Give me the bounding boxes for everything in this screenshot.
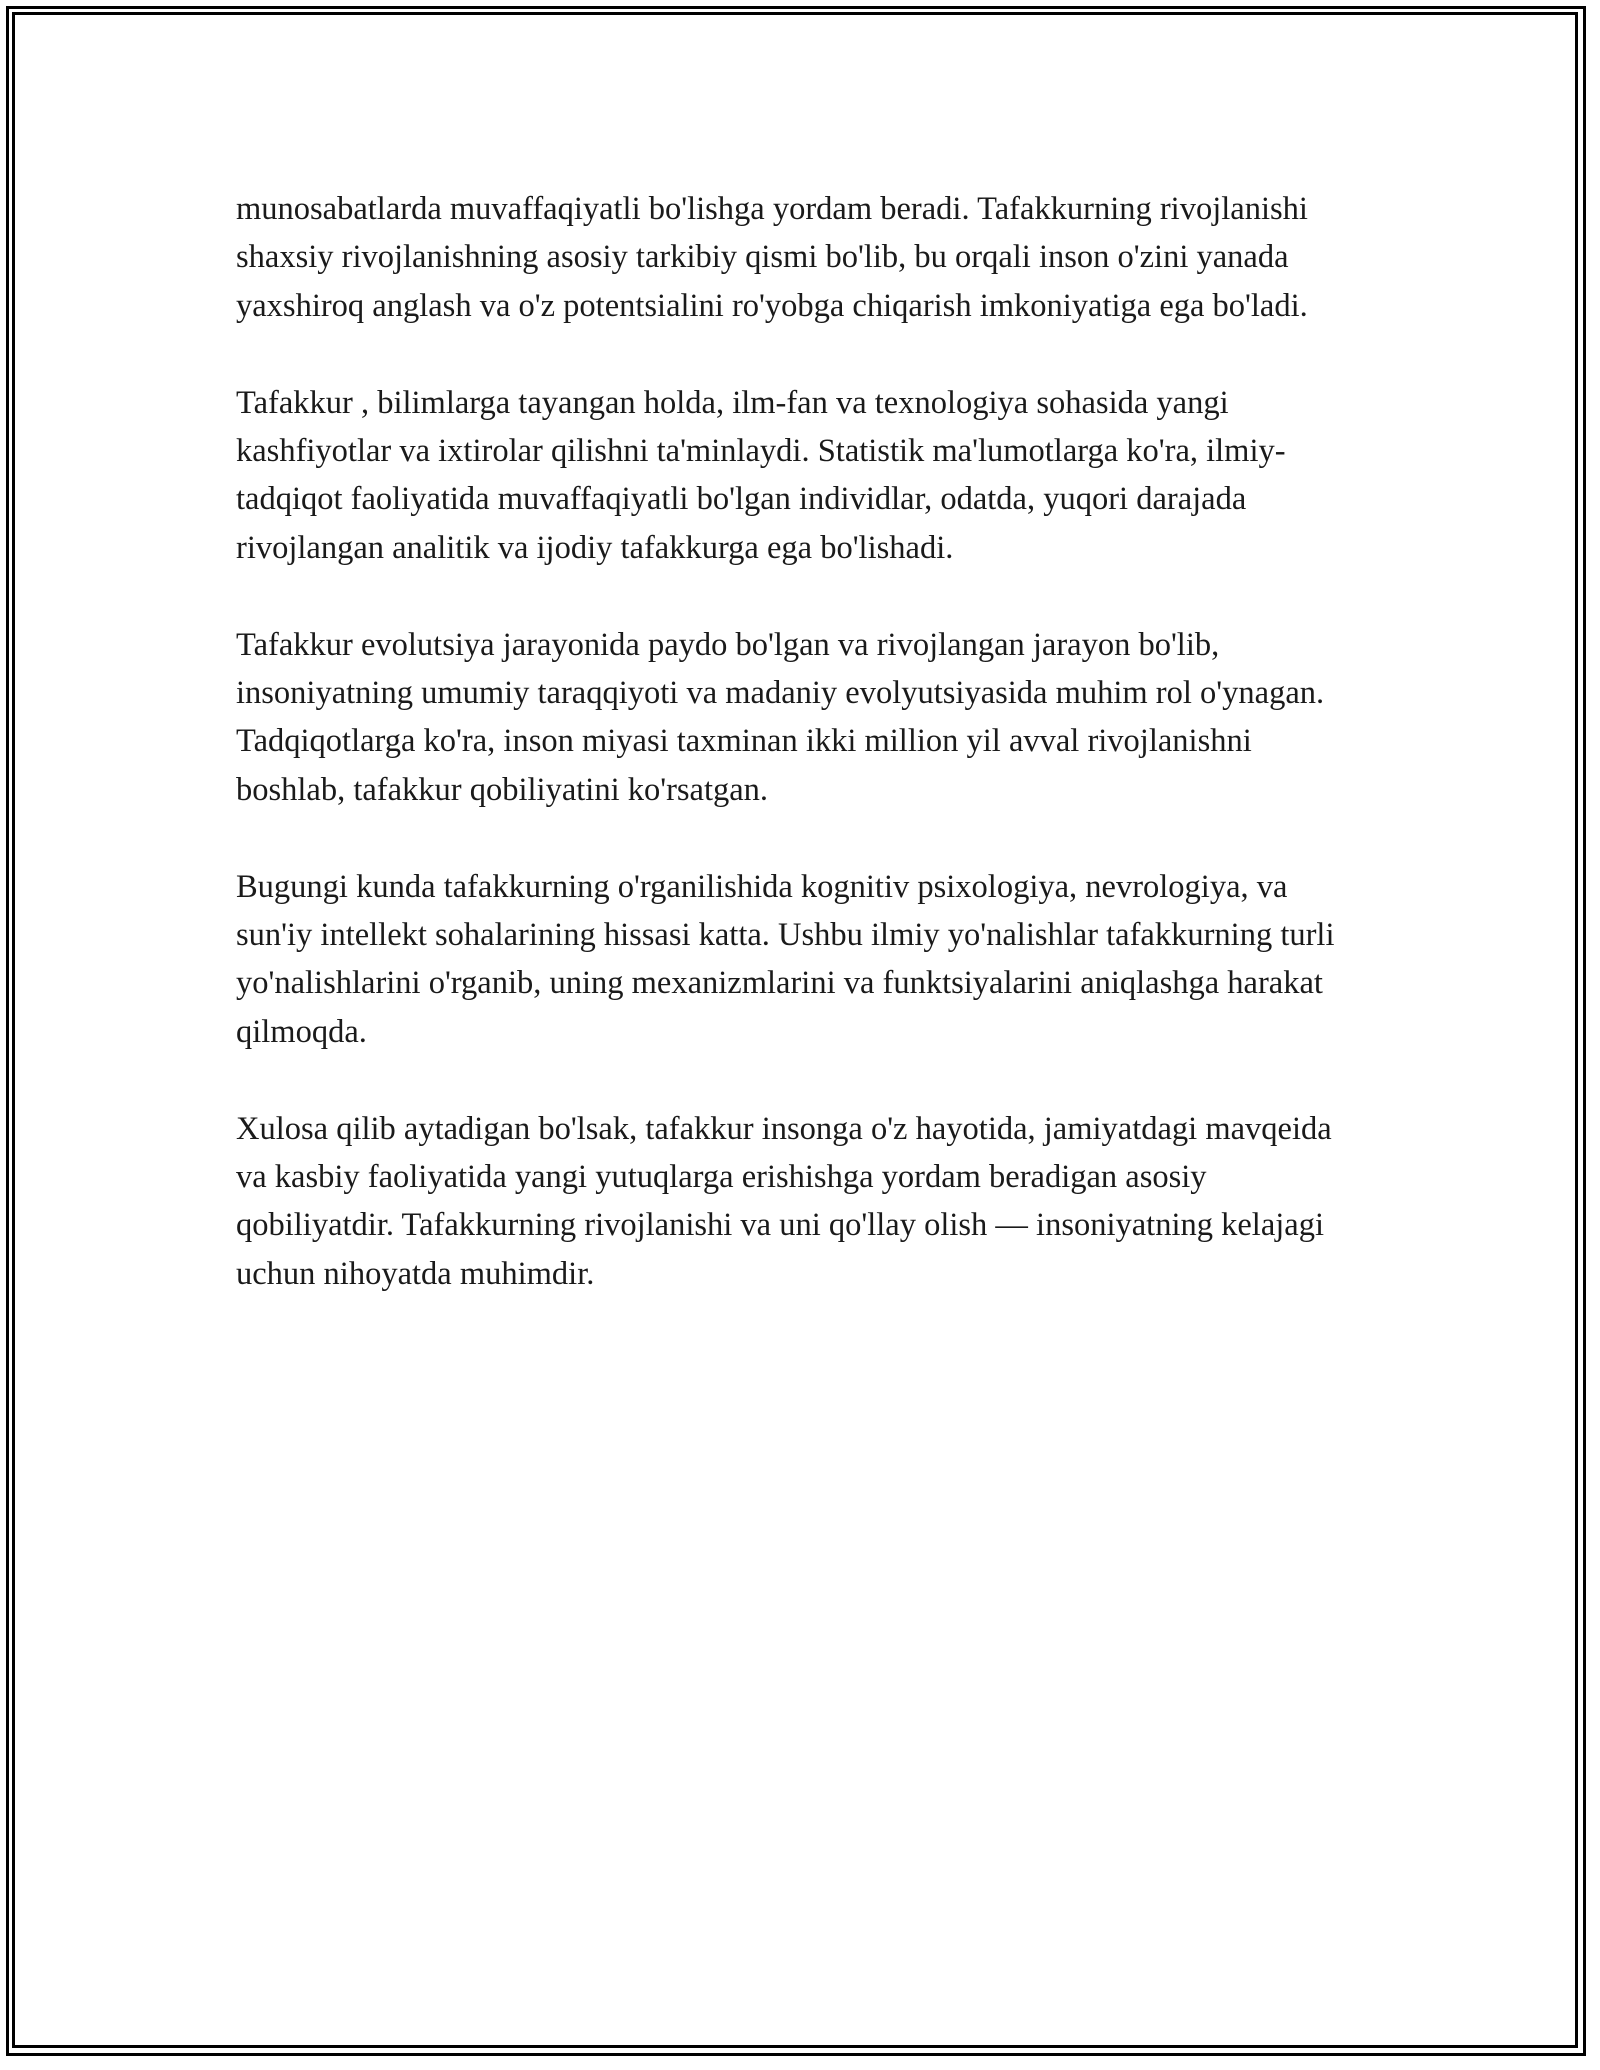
paragraph-5: Xulosa qilib aytadigan bo'lsak, tafakkur insonga o'z hayotida, jamiyatdagi mavqeida va kasbiy faoliyatida yangi yutuqlarga erishishga yordam beradigan asosiy qobiliyatdir. Tafakkurning rivojlanishi va uni qo'llay olish — insoniyatning kelajagi uchun nihoyatda muhimdir. xyxy=(236,1110,1332,1292)
paragraph-1: munosabatlarda muvaffaqiyatli bo'lishga yordam beradi. Tafakkurning rivojlanishi shaxsiy rivojlanishning asosiy tarkibiy qismi bo'lib, bu orqali inson o'zini yanada yaxshiroq anglash va o'z potentsialini ro'yobga chiqarish imkoniyatiga ega bo'ladi. xyxy=(236,191,1308,324)
document-body xyxy=(236,185,1366,1347)
paragraph-2: Tafakkur , bilimlarga tayangan holda, ilm-fan va texnologiya sohasida yangi kashfiyotlar va ixtirolar qilishni ta'minlaydi. Statistik ma'lumotlarga ko'ra, ilmiy-tadqiqot faoliyatida muvaffaqiyatli bo'lgan individlar, odatda, yuqori darajada rivojlangan analitik va ijodiy tafakkurga ega bo'lishadi. xyxy=(236,384,1286,566)
paragraph-4: Bugungi kunda tafakkurning o'rganilishida kognitiv psixologiya, nevrologiya, va sun'iy intellekt sohalarining hissasi katta. Ushbu ilmiy yo'nalishlar tafakkurning turli yo'nalishlarini o'rganib, uning mexanizmlarini va funktsiyalarini aniqlashga harakat qilmoqda. xyxy=(236,868,1335,1050)
paragraph-3: Tafakkur evolutsiya jarayonida paydo bo'lgan va rivojlangan jarayon bo'lib, insoniyatning umumiy taraqqiyoti va madaniy evolyutsiyasida muhim rol o'ynagan. Tadqiqotlarga ko'ra, inson miyasi taxminan ikki million yil avval rivojlanishni boshlab, tafakkur qobiliyatini ko'rsatgan. xyxy=(236,626,1325,808)
